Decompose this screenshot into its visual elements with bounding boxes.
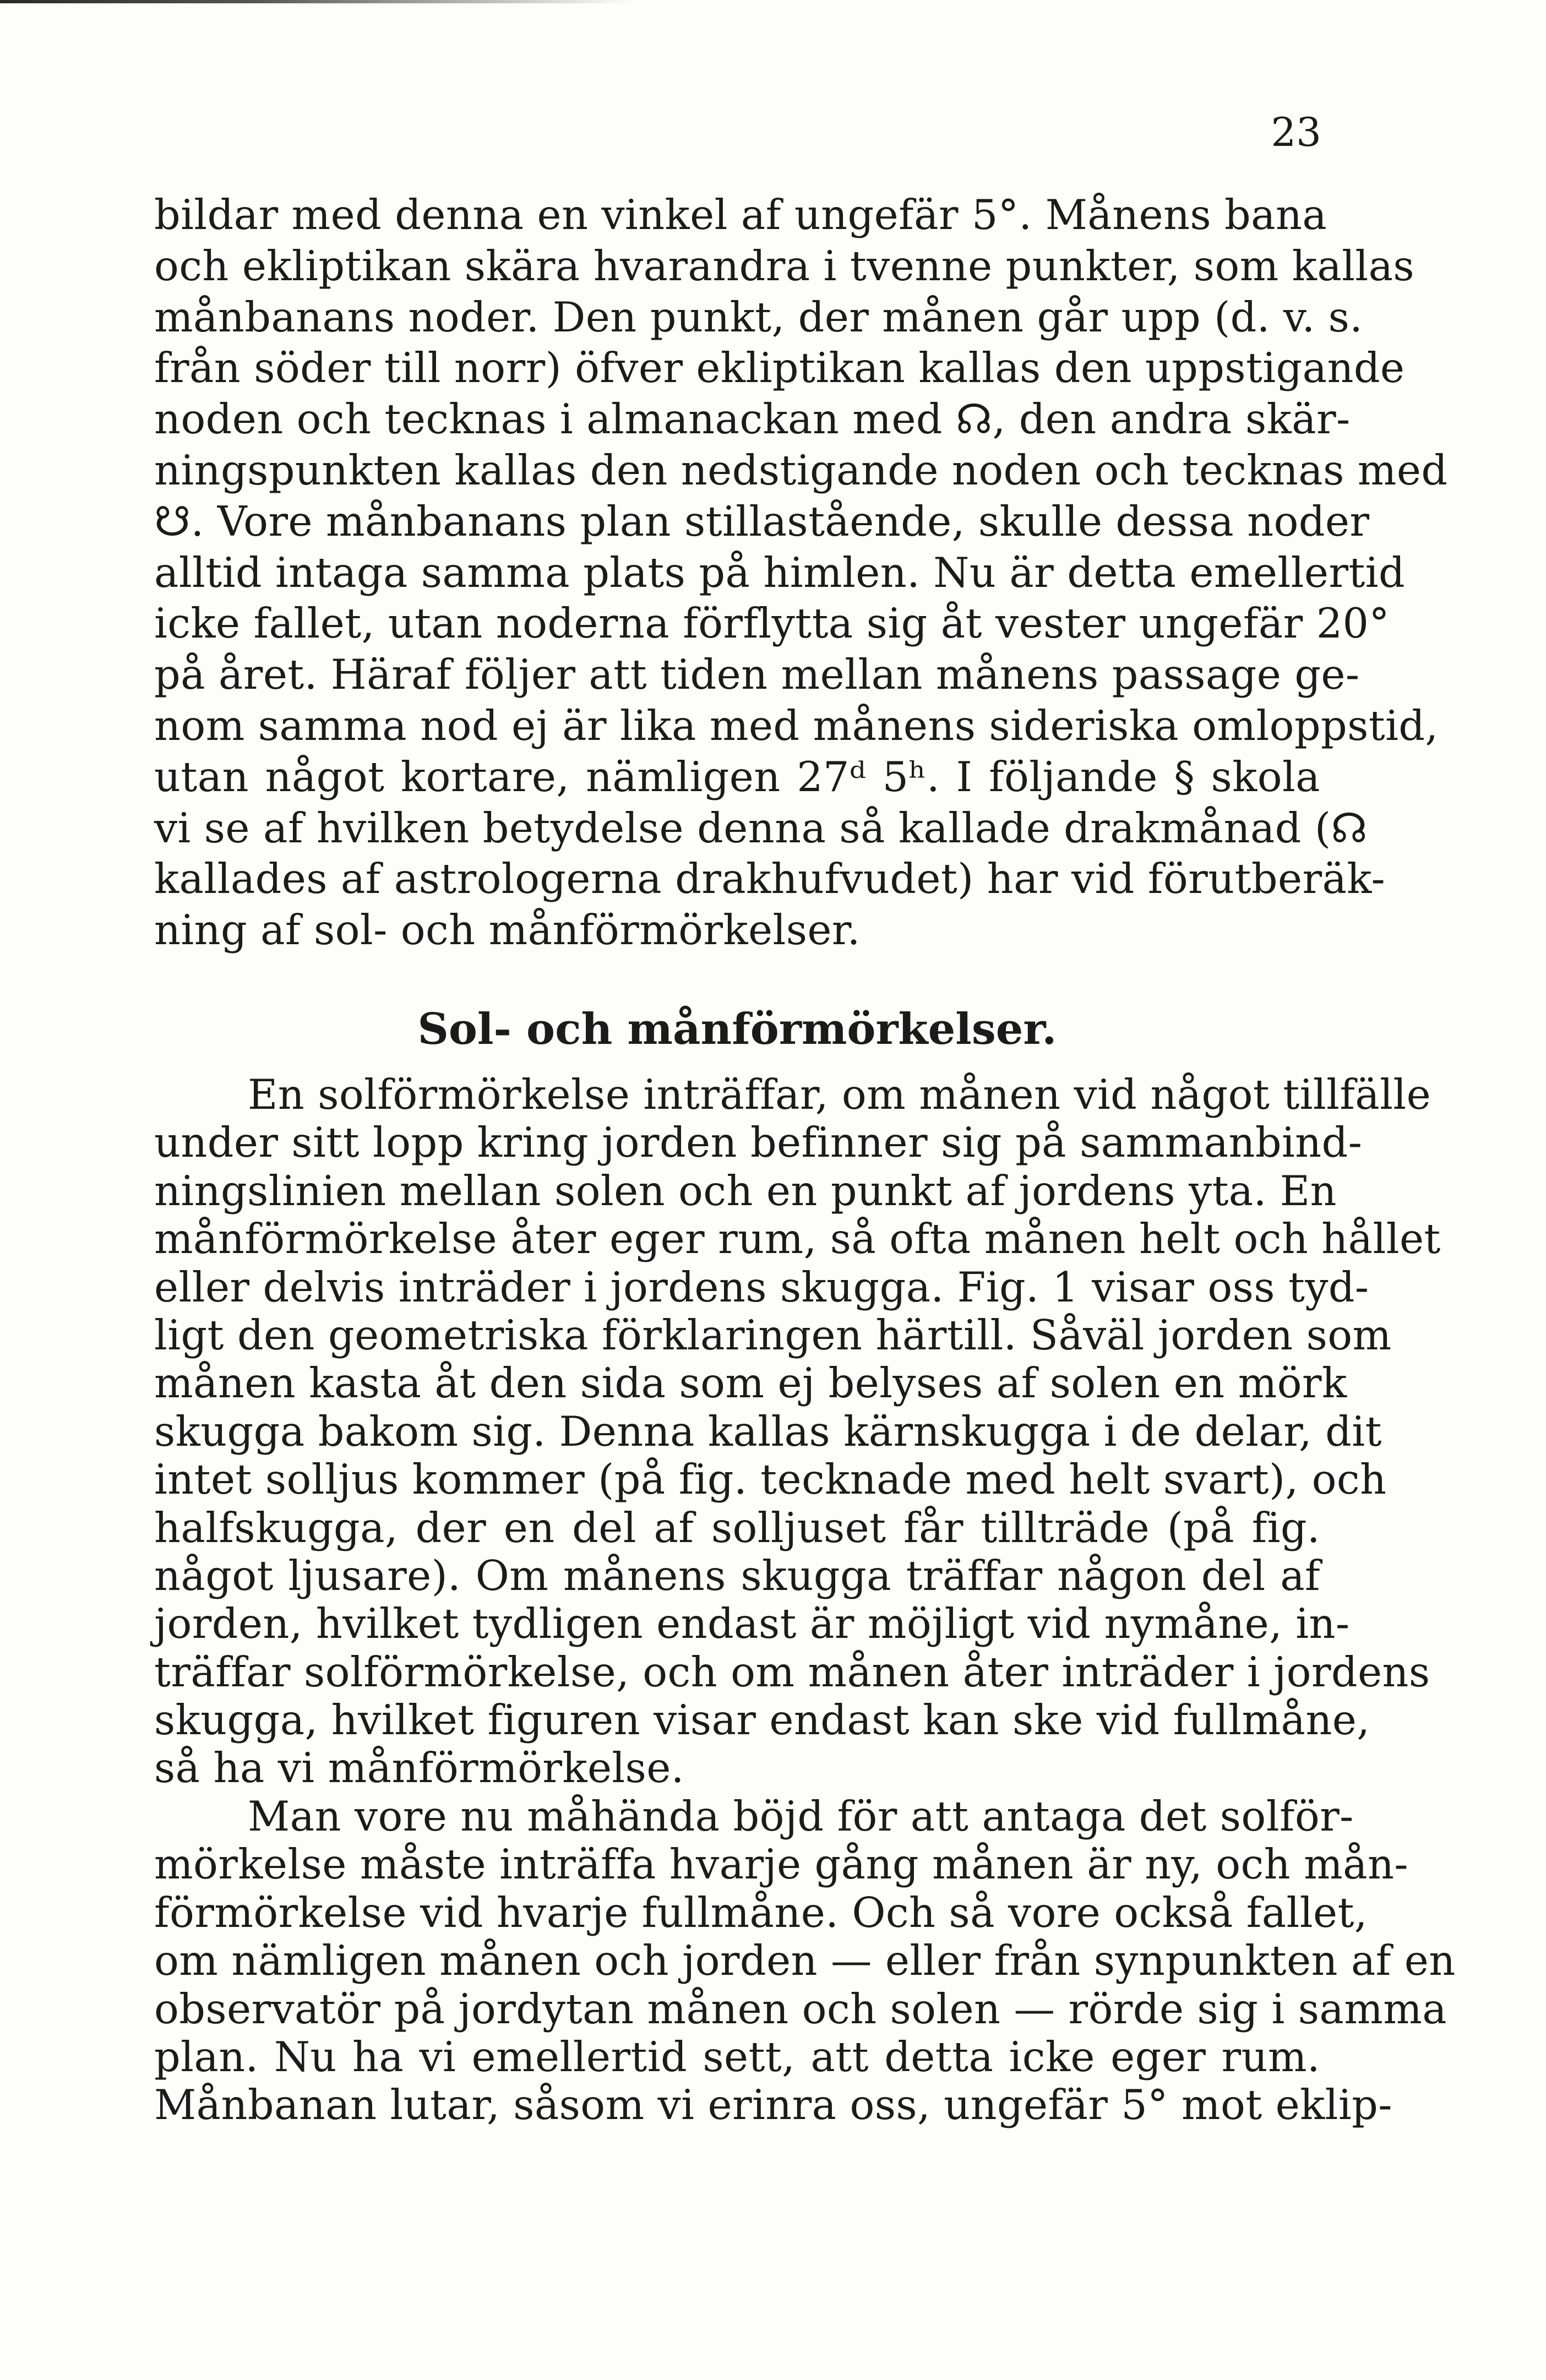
text-line: månbanans noder. Den punkt, der månen går upp (d. v. s. (154, 293, 1363, 341)
text-line: månen kasta åt den sida som ej belyses af solen en mörk (154, 1359, 1347, 1408)
paragraph-conditions (154, 1793, 1456, 2130)
text-line: utan något kortare, nämligen 27ᵈ 5ʰ. I följande § skola (154, 753, 1320, 801)
paragraph-nodes (154, 190, 1448, 956)
text-line: Månbanan lutar, såsom vi erinra oss, ungefär 5° mot eklip- (154, 2081, 1392, 2130)
text-line: vi se af hvilken betydelse denna så kallade drakmånad (☊ (154, 804, 1368, 852)
text-line: halfskugga, der en del af solljuset får tillträde (på fig. (154, 1504, 1320, 1552)
text-line: icke fallet, utan noderna förflytta sig åt vester ungefär 20° (154, 600, 1390, 648)
text-line: jorden, hvilket tydligen endast är möjligt vid nymåne, in- (154, 1600, 1350, 1648)
text-line: och ekliptikan skära hvarandra i tvenne punkter, som kallas (154, 242, 1415, 290)
paragraph-eclipses (154, 1071, 1441, 1793)
text-line: om nämligen månen och jorden — eller från synpunkten af en (154, 1937, 1456, 1985)
text-line: under sitt lopp kring jorden befinner sig på sammanbind- (154, 1119, 1363, 1167)
text-line: förmörkelse vid hvarje fullmåne. Och så vore också fallet, (154, 1888, 1368, 1937)
text-line: kallades af astrologerna drakhufvudet) har vid förutberäk- (154, 855, 1386, 903)
text-line: ningspunkten kallas den nedstigande noden och tecknas med (154, 446, 1448, 494)
text-line: bildar med denna en vinkel af ungefär 5°. Månens bana (154, 191, 1327, 239)
text-line: så ha vi månförmörkelse. (154, 1744, 684, 1793)
text-line: plan. Nu ha vi emellertid sett, att detta icke eger rum. (154, 2033, 1320, 2081)
scan-edge (0, 0, 633, 3)
text-line: mörkelse måste inträffa hvarje gång månen är ny, och mån- (154, 1840, 1408, 1889)
text-line: observatör på jordytan månen och solen — rörde sig i samma (154, 1985, 1447, 2033)
section-heading: Sol- och månförmörkelser. (417, 1004, 1057, 1054)
text-line: nom samma nod ej är lika med månens sideriska omloppstid, (154, 701, 1439, 750)
text-line: ningslinien mellan solen och en punkt af jordens yta. En (154, 1167, 1337, 1215)
text-line: månförmörkelse åter eger rum, så ofta månen helt och hållet (154, 1215, 1441, 1263)
text-line: Man vore nu måhända böjd för att antaga det solför- (248, 1793, 1354, 1840)
text-line: noden och tecknas i almanackan med ☊, den andra skär- (154, 395, 1351, 444)
text-line: på året. Häraf följer att tiden mellan månens passage ge- (154, 651, 1360, 699)
text-line: skugga, hvilket figuren visar endast kan ske vid fullmåne, (154, 1696, 1370, 1745)
page-number: 23 (1271, 109, 1321, 155)
text-line: från söder till norr) öfver ekliptikan kallas den uppstigande (154, 344, 1405, 393)
text-line: något ljusare). Om månens skugga träffar någon del af (154, 1551, 1320, 1600)
text-line: intet solljus kommer (på fig. tecknade med helt svart), och (154, 1456, 1387, 1504)
text-line: skugga bakom sig. Denna kallas kärnskugga i de delar, dit (154, 1407, 1382, 1456)
text-line: träffar solförmörkelse, och om månen åter inträder i jordens (154, 1648, 1430, 1696)
text-line: ☋. Vore månbanans plan stillastående, skulle dessa noder (154, 497, 1370, 546)
text-line: En solförmörkelse inträffar, om månen vid något tillfälle (248, 1071, 1431, 1119)
text-line: alltid intaga samma plats på himlen. Nu är detta emellertid (154, 548, 1406, 597)
text-line: ligt den geometriska förklaringen härtill. Såväl jorden som (154, 1311, 1392, 1359)
text-line: ning af sol- och månförmörkelser. (154, 906, 861, 955)
text-line: eller delvis inträder i jordens skugga. Fig. 1 visar oss tyd- (154, 1263, 1369, 1311)
